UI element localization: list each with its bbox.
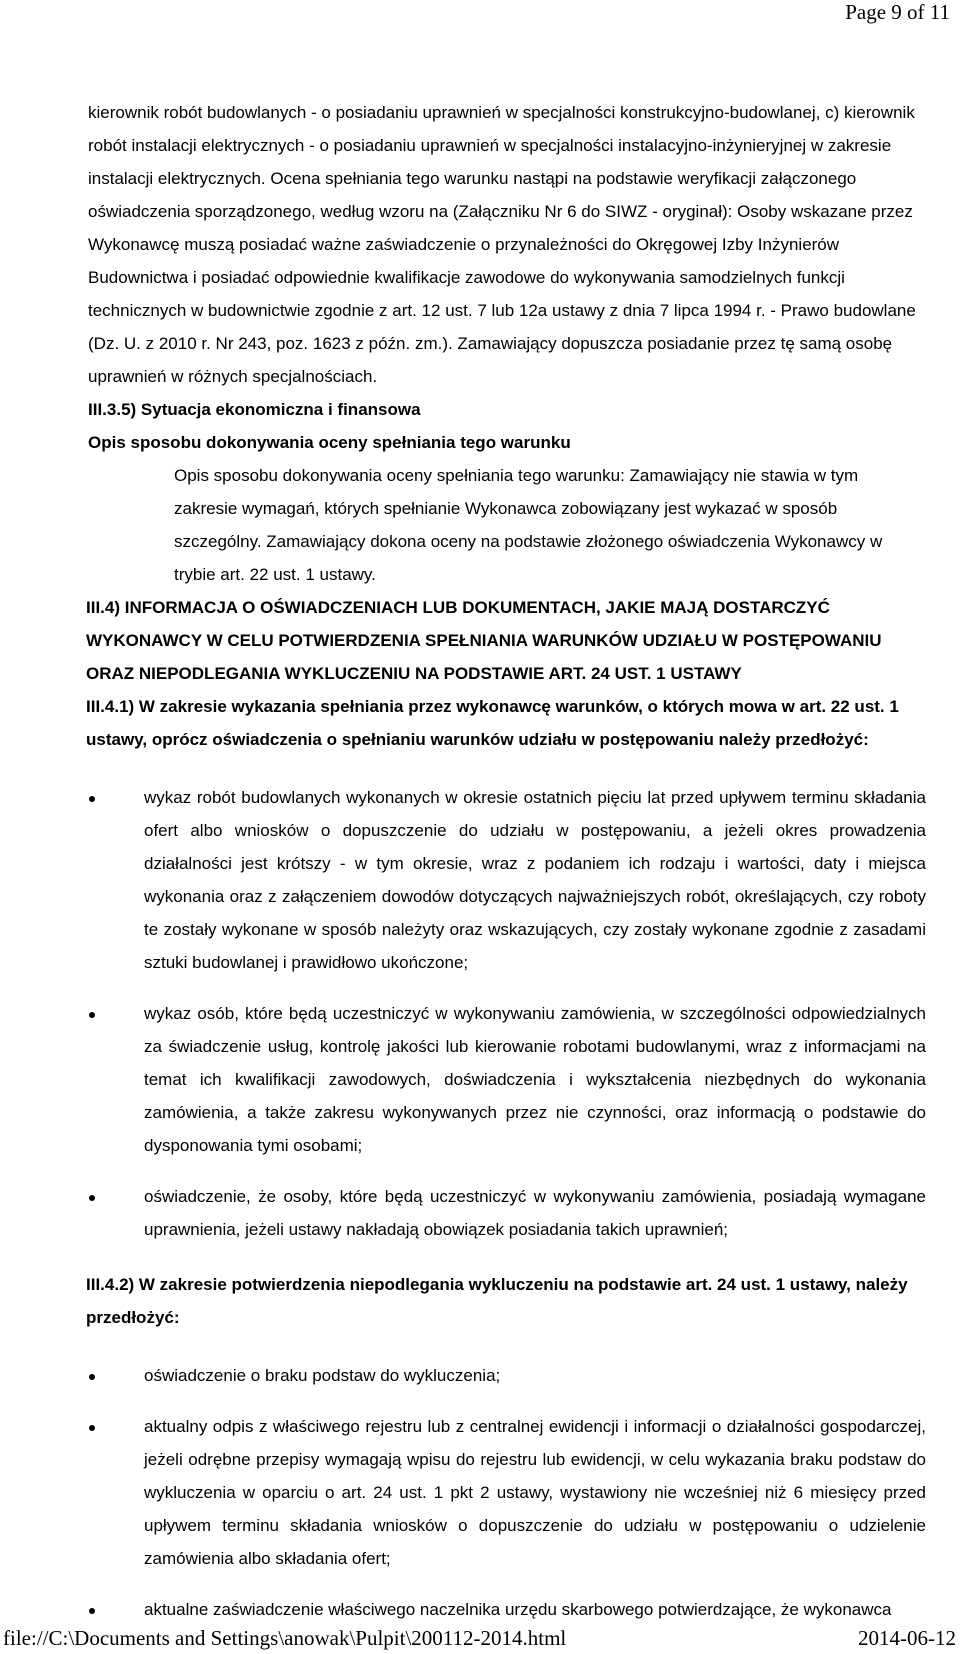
footer-file-path: file://C:\Documents and Settings\anowak\Pulpit\200112-2014.html: [3, 1626, 567, 1650]
list-item: [88, 1359, 926, 1392]
list-item-text: wykaz robót budowlanych wykonanych w okresie ostatnich pięciu lat przed upływem terminu składania ofert albo wniosków o dopuszczenie do udziału w postępowaniu, a jeżeli okres prowadzenia działalności jest krótszy - w tym okresie, wraz z podaniem ich rodzaju i wartości, daty i miejsca wykonania oraz z załączeniem dowodów dotyczących najważniejszych robót, określających, czy roboty te zostały wykonane w sposób należyty oraz wskazujących, czy zostały wykonane zgodnie z zasadami sztuki budowlanej i prawidłowo ukończone;: [144, 788, 926, 972]
list-item: [88, 1593, 926, 1626]
evaluation-description: Opis sposobu dokonywania oceny spełniania tego warunku: Zamawiający nie stawia w tym zakresie wymagań, których spełnianie Wykonawca zobowiązany jest wykazać w sposób szczególny. Zamawiający dokona oceny na podstawie złożonego oświadczenia Wykonawcy w trybie art. 22 ust. 1 ustawy.: [174, 466, 883, 584]
section-heading-3-3-5: III.3.5) Sytuacja ekonomiczna i finansowa: [88, 400, 421, 419]
section-heading-3-4-1: III.4.1) W zakresie wykazania spełniania przez wykonawcę warunków, o których mowa w art. 22 ust. 1 ustawy, oprócz oświadczenia o spełnianiu warunków udziału w postępowaniu należy przedłożyć:: [86, 697, 899, 749]
bullet-icon: [89, 1608, 95, 1614]
page-footer: [3, 1626, 956, 1650]
bullet-icon: [89, 796, 95, 802]
page-number: Page 9 of 11: [845, 0, 950, 24]
exclusion-documents-list: [88, 1359, 926, 1626]
section-subheading-evaluation: Opis sposobu dokonywania oceny spełniania tego warunku: [88, 433, 571, 452]
bullet-icon: [89, 1374, 95, 1380]
list-item: [88, 1180, 926, 1246]
list-item-text: oświadczenie, że osoby, które będą uczestniczyć w wykonywaniu zamówienia, posiadają wymagane uprawnienia, jeżeli ustawy nakładają obowiązek posiadania takich uprawnień;: [144, 1187, 926, 1239]
list-item-text: aktualny odpis z właściwego rejestru lub z centralnej ewidencji i informacji o działalności gospodarczej, jeżeli odrębne przepisy wymagają wpisu do rejestru lub ewidencji, w celu wykazania braku podstaw do wykluczenia w oparciu o art. 24 ust. 1 pkt 2 ustawy, wystawiony nie wcześniej niż 6 miesięcy przed upływem terminu składania wniosków o dopuszczenie do udziału w postępowaniu o udzielenie zamówienia albo składania ofert;: [144, 1417, 926, 1568]
list-item: [88, 1410, 926, 1575]
list-item-text: oświadczenie o braku podstaw do wykluczenia;: [144, 1366, 501, 1385]
list-item-text: wykaz osób, które będą uczestniczyć w wykonywaniu zamówienia, w szczególności odpowiedzialnych za świadczenie usług, kontrolę jakości lub kierowanie robotami budowlanymi, wraz z informacjami na temat ich kwalifikacji zawodowych, doświadczenia i wykształcenia niezbędnych do wykonania zamówienia, a także zakresu wykonywanych przez nie czynności, oraz informacją o podstawie do dysponowania tymi osobami;: [144, 1004, 926, 1155]
bullet-icon: [89, 1195, 95, 1201]
document-body: [88, 96, 926, 1626]
bullet-icon: [89, 1425, 95, 1431]
list-item-text: aktualne zaświadczenie właściwego naczelnika urzędu skarbowego potwierdzające, że wykonawca: [144, 1600, 892, 1619]
required-documents-list: [88, 781, 926, 1246]
section-heading-3-4-2: III.4.2) W zakresie potwierdzenia niepodlegania wykluczeniu na podstawie art. 24 ust. 1 ustawy, należy przedłożyć:: [86, 1275, 908, 1327]
footer-date: 2014-06-12: [858, 1626, 956, 1650]
intro-paragraph: kierownik robót budowlanych - o posiadaniu uprawnień w specjalności konstrukcyjno-budowlanej, c) kierownik robót instalacji elektrycznych - o posiadaniu uprawnień w specjalności instalacyjno-inżynieryjnej w zakresie instalacji elektrycznych. Ocena spełniania tego warunku nastąpi na podstawie weryfikacji załączonego oświadczenia sporządzonego, według wzoru na (Załączniku Nr 6 do SIWZ - oryginał): Osoby wskazane przez Wykonawcę muszą posiadać ważne zaświadczenie o przynależności do Okręgowej Izby Inżynierów Budownictwa i posiadać odpowiednie kwalifikacje zawodowe do wykonywania samodzielnych funkcji technicznych w budownictwie zgodnie z art. 12 ust. 7 lub 12a ustawy z dnia 7 lipca 1994 r. - Prawo budowlane (Dz. U. z 2010 r. Nr 243, poz. 1623 z późn. zm.). Zamawiający dopuszcza posiadanie przez tę samą osobę uprawnień w różnych specjalnościach.: [88, 103, 916, 386]
list-item: [88, 997, 926, 1162]
section-heading-3-4: III.4) INFORMACJA O OŚWIADCZENIACH LUB DOKUMENTACH, JAKIE MAJĄ DOSTARCZYĆ WYKONAWCY W CELU POTWIERDZENIA SPEŁNIANIA WARUNKÓW UDZIAŁU W POSTĘPOWANIU ORAZ NIEPODLEGANIA WYKLUCZENIU NA PODSTAWIE ART. 24 UST. 1 USTAWY: [86, 598, 882, 683]
bullet-icon: [89, 1012, 95, 1018]
list-item: [88, 781, 926, 979]
